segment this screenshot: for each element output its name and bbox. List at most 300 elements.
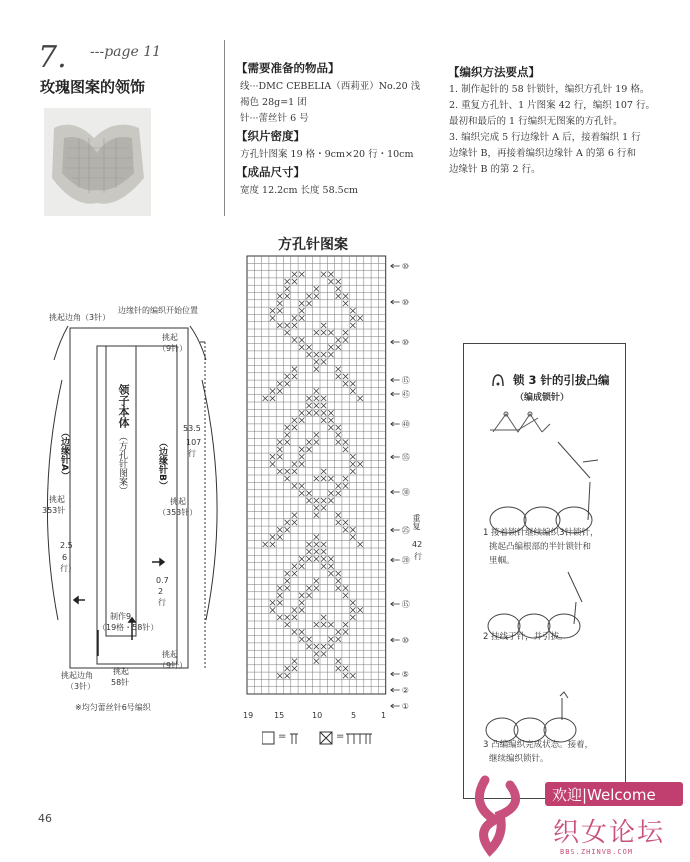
- materials-heading: 【需要准备的物品】: [236, 61, 340, 75]
- filled-mesh-cross: [314, 534, 319, 539]
- filled-mesh-cross: [314, 659, 319, 664]
- filled-mesh-cross: [321, 651, 326, 656]
- filled-mesh-cross: [321, 330, 326, 335]
- filled-mesh-cross: [336, 520, 341, 525]
- size-heading: 【成品尺寸】: [236, 165, 305, 179]
- filled-mesh-cross: [321, 549, 326, 554]
- filled-mesh-cross: [350, 308, 355, 313]
- row-arrow-icon: [391, 264, 400, 268]
- filled-mesh-cross: [314, 352, 319, 357]
- filled-mesh-cross: [350, 673, 355, 678]
- side-07: 0.7: [156, 576, 169, 585]
- method-line-6: 边缘针 B 的第 2 行。: [449, 164, 541, 175]
- filled-mesh-cross: [321, 359, 326, 364]
- body-title: 领子本体: [117, 384, 130, 428]
- make-sub: （19格・58针）: [98, 623, 159, 632]
- filled-mesh-cross: [350, 615, 355, 620]
- filled-mesh-cross: [277, 673, 282, 678]
- filled-mesh-cross: [358, 396, 363, 401]
- materials-line-2: 褐色 28g=1 团: [240, 97, 307, 108]
- filled-mesh-cross: [328, 418, 333, 423]
- header-divider: [224, 40, 225, 216]
- row-arrow-icon: [391, 378, 400, 382]
- filled-mesh-cross: [263, 542, 268, 547]
- filled-mesh-cross: [285, 432, 290, 437]
- edge-a: （边缘针A）: [59, 428, 69, 480]
- step3-line1: 3 凸编编织完成状态。接着，: [483, 740, 594, 750]
- filled-mesh-cross: [350, 534, 355, 539]
- filled-mesh-cross: [285, 381, 290, 386]
- filled-mesh-cross: [314, 556, 319, 561]
- filled-mesh-cross: [285, 279, 290, 284]
- row-number-label: ⑩: [401, 262, 409, 271]
- side-2u: 行: [158, 598, 166, 607]
- filled-mesh-cross: [343, 673, 348, 678]
- bottom-mid: 挑起: [113, 667, 129, 676]
- row-arrow-icon: [391, 528, 400, 532]
- filled-mesh-cross: [285, 294, 290, 299]
- method-heading: 【编织方法要点】: [448, 65, 540, 79]
- filled-mesh-cross: [328, 556, 333, 561]
- chart-grid: [247, 256, 386, 694]
- filled-mesh-cross: [285, 673, 290, 678]
- yarn-note: ※均匀蕾丝针6号编织: [75, 703, 151, 712]
- filled-mesh-cross: [299, 308, 304, 313]
- filled-mesh-cross: [277, 534, 282, 539]
- filled-mesh-cross: [328, 644, 333, 649]
- method-line-2: 2. 重复方孔针、1 片图案 42 行，编织 107 行。: [449, 100, 655, 111]
- filled-mesh-cross: [292, 337, 297, 342]
- filled-mesh-cross: [292, 483, 297, 488]
- row-arrow-icon: [391, 422, 400, 426]
- filled-mesh-cross: [343, 586, 348, 591]
- x-tick-10: 10: [312, 711, 323, 720]
- filled-mesh-cross: [328, 330, 333, 335]
- bottom-left-n: （3针）: [66, 682, 96, 691]
- stitch-illustrations: [478, 402, 623, 762]
- row-arrows: [391, 262, 410, 711]
- filled-mesh-cross: [336, 345, 341, 350]
- repeat-unit: 行: [414, 552, 422, 561]
- filled-mesh-cross: [285, 425, 290, 430]
- filled-mesh-cross: [292, 272, 297, 277]
- filled-mesh-cross: [336, 666, 341, 671]
- collar-schematic: [40, 300, 240, 700]
- materials-line-3: 针···蕾丝针 6 号: [240, 113, 309, 124]
- legend-open-eq: =: [278, 731, 287, 742]
- filled-mesh-cross: [336, 659, 341, 664]
- row-number-label: ㉕: [401, 526, 410, 535]
- filled-mesh-cross: [285, 520, 290, 525]
- filled-mesh-cross: [263, 396, 268, 401]
- edge-b: （边缘针B）: [157, 438, 167, 490]
- filled-mesh-cross: [306, 396, 311, 401]
- watermark-logo-icon: [465, 775, 550, 860]
- filled-mesh-cross: [314, 359, 319, 364]
- filled-mesh-cross: [306, 352, 311, 357]
- x-tick-1: 1: [381, 711, 387, 720]
- row-arrow-icon: [391, 688, 400, 692]
- filled-mesh-cross: [306, 586, 311, 591]
- filled-mesh-cross: [306, 556, 311, 561]
- filled-mesh-cross: [314, 542, 319, 547]
- filled-mesh-cross: [358, 315, 363, 320]
- filled-mesh-cross: [292, 615, 297, 620]
- row-number-label: ⑮: [401, 376, 410, 385]
- filled-mesh-cross: [321, 644, 326, 649]
- filled-mesh-cross: [328, 491, 333, 496]
- filled-mesh-cross: [292, 629, 297, 634]
- filled-mesh-cross: [270, 396, 275, 401]
- filled-mesh-cross: [343, 666, 348, 671]
- filled-mesh-cross: [343, 301, 348, 306]
- filled-mesh-cross: [358, 542, 363, 547]
- filled-mesh-cross: [306, 447, 311, 452]
- filled-mesh-cross: [270, 600, 275, 605]
- row-number-label: ⑳: [401, 556, 410, 565]
- page-number: 46: [38, 812, 52, 825]
- row-number-label: ②: [401, 686, 409, 695]
- chart-title: 方孔针图案: [278, 237, 348, 253]
- filled-mesh-cross: [350, 315, 355, 320]
- filled-mesh-cross: [306, 440, 311, 445]
- dim-rows: 107: [186, 438, 202, 447]
- filled-mesh-cross: [328, 564, 333, 569]
- watermark-site-name: 织女论坛: [553, 818, 666, 848]
- row-number-label: ⑮: [401, 600, 410, 609]
- filled-mesh-cross: [336, 440, 341, 445]
- filled-mesh-cross: [328, 476, 333, 481]
- filled-mesh-cross: [292, 279, 297, 284]
- filled-mesh-cross: [277, 294, 282, 299]
- materials-line-1: 线···DMC CEBELIA（西莉亚）No.20 浅: [240, 81, 421, 92]
- filled-mesh-cross: [314, 294, 319, 299]
- filled-mesh-cross: [343, 440, 348, 445]
- legend-filled-eq: =: [336, 731, 345, 742]
- filled-mesh-cross: [277, 527, 282, 532]
- pick9-bot: 挑起: [162, 650, 178, 659]
- row-arrow-icon: [391, 455, 400, 459]
- filled-mesh-cross: [299, 301, 304, 306]
- filled-mesh-cross: [306, 637, 311, 642]
- filled-mesh-cross: [299, 600, 304, 605]
- row-number-label: ①: [401, 702, 409, 711]
- filled-mesh-cross: [336, 432, 341, 437]
- row-number-label: ㉟: [401, 453, 410, 462]
- filled-mesh-cross: [328, 622, 333, 627]
- step1-line3: 里帼。: [489, 556, 515, 566]
- filled-mesh-cross: [292, 666, 297, 671]
- filled-mesh-cross: [285, 330, 290, 335]
- filled-mesh-cross: [343, 294, 348, 299]
- filled-mesh-cross: [306, 542, 311, 547]
- filled-mesh-cross: [277, 600, 282, 605]
- filled-mesh-cross: [314, 586, 319, 591]
- filled-mesh-cross: [292, 513, 297, 518]
- filled-mesh-cross: [299, 564, 304, 569]
- row-number-label: ⑤: [401, 670, 409, 679]
- row-arrow-icon: [391, 638, 400, 642]
- method-line-3: 最初和最后的 1 行编织无图案的方孔针。: [449, 116, 623, 127]
- filled-mesh-cross: [358, 607, 363, 612]
- filled-mesh-cross: [292, 374, 297, 379]
- filled-mesh-cross: [314, 644, 319, 649]
- side-2: 2: [158, 587, 164, 596]
- repeat-rows: 42: [412, 540, 423, 549]
- filled-mesh-cross: [321, 498, 326, 503]
- filled-mesh-cross: [321, 410, 326, 415]
- row-number-label: ⑩: [401, 298, 409, 307]
- filled-mesh-cross: [336, 374, 341, 379]
- row-number-label: ⑩: [401, 338, 409, 347]
- row-arrow-icon: [391, 490, 400, 494]
- filled-mesh-cross: [350, 381, 355, 386]
- filled-mesh-cross: [299, 345, 304, 350]
- filled-mesh-cross: [285, 578, 290, 583]
- watermark-banner-text: 欢迎|Welcome: [552, 786, 656, 804]
- stitch-subtitle: （编成锁针）: [515, 393, 570, 403]
- side-6: 6: [62, 553, 68, 562]
- filled-mesh-cross: [358, 461, 363, 466]
- product-photo: [44, 108, 151, 216]
- gauge-heading: 【织片密度】: [236, 129, 305, 143]
- filled-mesh-cross: [277, 308, 282, 313]
- filled-mesh-cross: [314, 330, 319, 335]
- filled-mesh-cross: [321, 556, 326, 561]
- x-tick-5: 5: [351, 711, 357, 720]
- filled-mesh-cross: [314, 286, 319, 291]
- filled-mesh-cross: [336, 629, 341, 634]
- filled-mesh-cross: [321, 615, 326, 620]
- size-line: 宽度 12.2cm 长度 58.5cm: [240, 185, 359, 196]
- filled-mesh-cross: [299, 315, 304, 320]
- page-title: 玫瑰图案的领饰: [40, 78, 146, 96]
- filled-mesh-cross: [306, 491, 311, 496]
- filled-mesh-cross: [299, 637, 304, 642]
- filled-mesh-cross: [285, 622, 290, 627]
- filled-mesh-cross: [277, 615, 282, 620]
- filled-mesh-cross: [299, 272, 304, 277]
- filled-mesh-cross: [270, 461, 275, 466]
- filled-mesh-cross: [292, 607, 297, 612]
- filled-mesh-cross: [314, 410, 319, 415]
- top-left-label: 挑起边角（3针）: [49, 313, 111, 322]
- filled-mesh-cross: [314, 440, 319, 445]
- filled-mesh-cross: [343, 381, 348, 386]
- filled-mesh-cross: [299, 629, 304, 634]
- filled-mesh-cross: [292, 315, 297, 320]
- filled-mesh-cross: [292, 418, 297, 423]
- filled-mesh-cross: [285, 286, 290, 291]
- filled-mesh-cross: [314, 403, 319, 408]
- filled-mesh-cross: [343, 374, 348, 379]
- filled-mesh-cross: [292, 564, 297, 569]
- filled-mesh-cross: [299, 447, 304, 452]
- filled-mesh-cross: [270, 534, 275, 539]
- method-line-1: 1. 制作起针的 58 针锁针，编织方孔针 19 格。: [449, 84, 650, 95]
- top-right-label: 边缘针的编织开始位置: [118, 306, 198, 315]
- filled-mesh-cross: [285, 666, 290, 671]
- filled-mesh-cross: [336, 637, 341, 642]
- filled-mesh-cross: [299, 410, 304, 415]
- dim-rows-unit: 行: [188, 449, 196, 458]
- filled-mesh-cross: [343, 447, 348, 452]
- gauge-line: 方孔针图案 19 格・9cm×20 行・10cm: [240, 149, 414, 160]
- pick9-top: 挑起: [162, 333, 178, 342]
- stitch-title: 锁 3 针的引拔凸编: [513, 373, 610, 387]
- row-arrow-icon: [391, 704, 400, 708]
- filled-mesh-cross: [292, 367, 297, 372]
- filled-mesh-cross: [328, 352, 333, 357]
- x-tick-15: 15: [274, 711, 285, 720]
- filled-mesh-cross: [285, 615, 290, 620]
- filled-mesh-cross: [285, 527, 290, 532]
- make-label: 制作9: [110, 612, 132, 621]
- row-number-label: ⑩: [401, 636, 409, 645]
- filled-mesh-cross: [299, 593, 304, 598]
- filled-mesh-cross: [277, 440, 282, 445]
- pick-right-n: （353针）: [158, 508, 198, 517]
- row-arrow-icon: [391, 392, 400, 396]
- filled-mesh-cross: [350, 469, 355, 474]
- filled-mesh-cross: [350, 527, 355, 532]
- filled-mesh-cross: [277, 381, 282, 386]
- filled-mesh-cross: [306, 301, 311, 306]
- row-number-label: ㉚: [401, 488, 410, 497]
- filled-mesh-cross: [292, 425, 297, 430]
- filled-mesh-cross: [277, 447, 282, 452]
- filled-mesh-cross: [350, 454, 355, 459]
- filled-mesh-cross: [336, 491, 341, 496]
- filled-mesh-cross: [292, 461, 297, 466]
- body-sub: （方孔针图案）: [117, 432, 127, 495]
- filled-mesh-cross: [321, 396, 326, 401]
- filled-mesh-cross: [314, 476, 319, 481]
- filled-mesh-cross: [285, 571, 290, 576]
- filled-mesh-cross: [321, 272, 326, 277]
- filled-mesh-cross: [321, 476, 326, 481]
- filled-mesh-cross: [292, 520, 297, 525]
- filled-mesh-cross: [328, 279, 333, 284]
- chain-stitch-icon: [290, 734, 298, 744]
- filled-mesh-cross: [306, 498, 311, 503]
- filled-mesh-cross: [321, 352, 326, 357]
- filled-mesh-cross: [299, 461, 304, 466]
- filled-mesh-cross: [321, 323, 326, 328]
- filled-mesh-cross: [343, 337, 348, 342]
- double-crochet-icon: [346, 734, 372, 744]
- filled-mesh-cross: [270, 308, 275, 313]
- filled-mesh-cross: [277, 469, 282, 474]
- bottom-left: 挑起边角: [61, 671, 93, 680]
- filled-mesh-cross: [285, 476, 290, 481]
- filled-mesh-cross: [299, 491, 304, 496]
- filled-mesh-cross: [314, 396, 319, 401]
- row-number-label: ㊺: [401, 390, 410, 399]
- filled-mesh-cross: [343, 622, 348, 627]
- filled-mesh-cross: [285, 323, 290, 328]
- filled-mesh-cross: [285, 469, 290, 474]
- filled-mesh-cross: [306, 644, 311, 649]
- side-25: 2.5: [60, 541, 73, 550]
- filled-mesh-cross: [292, 323, 297, 328]
- filled-mesh-cross: [314, 388, 319, 393]
- filled-mesh-cross: [336, 578, 341, 583]
- page-reference: ---page 11: [90, 44, 162, 60]
- row-arrow-icon: [391, 300, 400, 304]
- filled-mesh-cross: [336, 286, 341, 291]
- filled-mesh-cross: [314, 651, 319, 656]
- watermark-url: BBS.ZHINVB.COM: [560, 848, 634, 856]
- filled-mesh-cross: [343, 520, 348, 525]
- filled-mesh-cross: [270, 388, 275, 393]
- step3-line2: 继续编织锁针。: [489, 754, 549, 764]
- filled-mesh-cross: [321, 418, 326, 423]
- row-arrow-icon: [391, 602, 400, 606]
- filled-mesh-cross: [306, 345, 311, 350]
- filled-mesh-cross: [306, 549, 311, 554]
- pick-right: 挑起: [170, 497, 186, 506]
- repeat-label: 重复: [412, 514, 421, 530]
- filled-mesh-cross: [292, 469, 297, 474]
- filled-mesh-cross: [314, 549, 319, 554]
- filled-mesh-cross: [336, 294, 341, 299]
- filled-mesh-cross: [277, 454, 282, 459]
- x-tick-19: 19: [243, 711, 254, 720]
- filled-mesh-cross: [343, 629, 348, 634]
- filled-mesh-cross: [270, 315, 275, 320]
- row-number-label: ㊵: [401, 420, 410, 429]
- open-square-icon: [262, 732, 274, 744]
- filled-mesh-cross: [306, 410, 311, 415]
- filled-mesh-cross: [328, 571, 333, 576]
- filled-mesh-cross: [350, 600, 355, 605]
- filled-mesh-cross: [314, 505, 319, 510]
- filled-mesh-cross: [292, 659, 297, 664]
- pick-left: 挑起: [49, 495, 65, 504]
- filled-mesh-cross: [285, 440, 290, 445]
- filled-mesh-cross: [336, 279, 341, 284]
- filled-mesh-cross: [314, 622, 319, 627]
- filled-mesh-cross: [299, 607, 304, 612]
- filled-mesh-cross: [299, 556, 304, 561]
- filled-mesh-cross: [343, 593, 348, 598]
- section-letter: 7.: [38, 40, 67, 75]
- filled-mesh-cross: [321, 622, 326, 627]
- filled-mesh-cross: [321, 564, 326, 569]
- row-arrow-icon: [391, 558, 400, 562]
- picot-icon: [490, 372, 506, 388]
- filled-mesh-cross: [277, 301, 282, 306]
- filled-mesh-cross: [343, 483, 348, 488]
- row-arrow-icon: [391, 340, 400, 344]
- filled-mesh-cross: [314, 432, 319, 437]
- filet-chart: [244, 254, 454, 724]
- filled-mesh-cross: [285, 374, 290, 379]
- pick9-bot-n: （9针）: [158, 661, 188, 670]
- filled-mesh-cross: [336, 571, 341, 576]
- filled-mesh-cross: [299, 337, 304, 342]
- pick-left-n: 353针: [42, 506, 66, 515]
- step1-line2: 挑起凸编根部的半针锁针和: [489, 542, 592, 552]
- filled-mesh-cross: [277, 323, 282, 328]
- filled-mesh-cross: [343, 527, 348, 532]
- filled-mesh-cross: [314, 578, 319, 583]
- filled-mesh-cross: [328, 498, 333, 503]
- filled-mesh-cross: [277, 593, 282, 598]
- filled-mesh-cross: [299, 483, 304, 488]
- filled-mesh-cross: [343, 476, 348, 481]
